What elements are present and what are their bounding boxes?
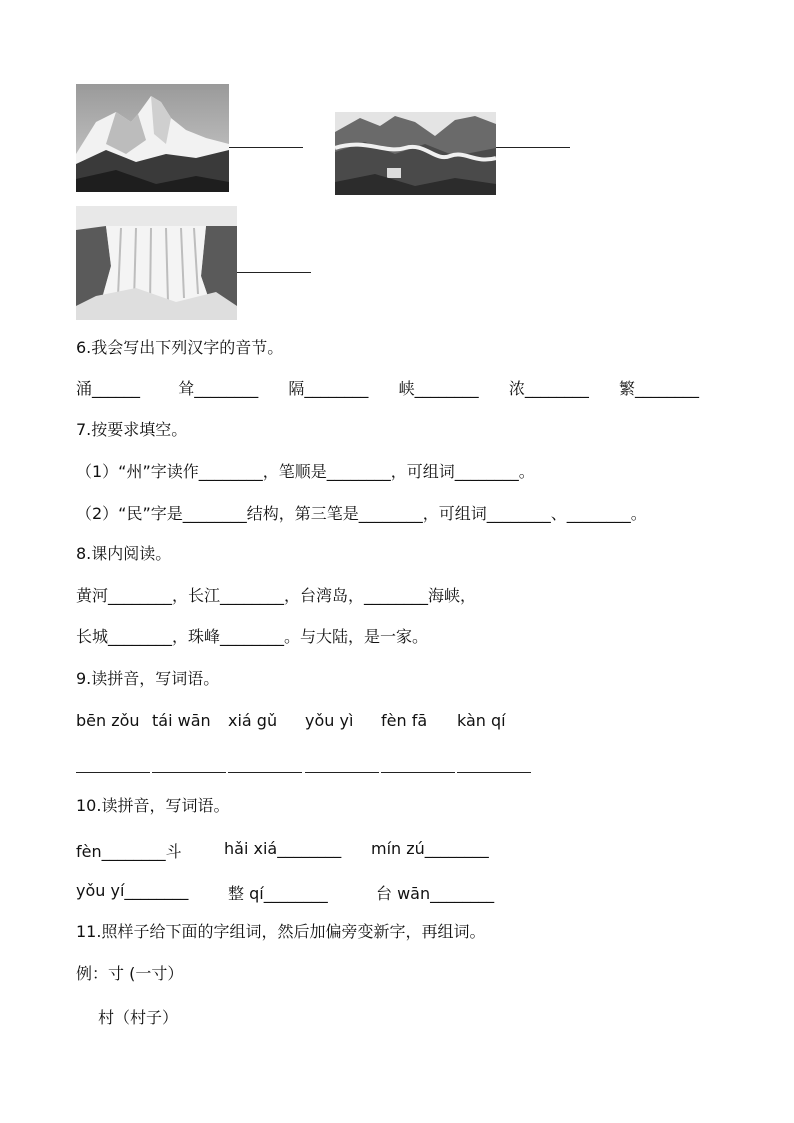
q6-items (76, 378, 699, 400)
mountain-photo (76, 84, 229, 192)
q10-title: 10.读拼音，写词语。 (76, 796, 230, 815)
q6-item[interactable]: 繁________ (619, 379, 700, 398)
q9-answer-blank[interactable] (228, 772, 302, 773)
q9-answer-blank[interactable] (457, 772, 531, 773)
q9-answer-blank[interactable] (381, 772, 455, 773)
q10-item[interactable]: yǒu yí________ (76, 881, 189, 900)
q10-item[interactable]: hǎi xiá________ (224, 839, 342, 858)
q8-line1[interactable]: 黄河________，长江________，台湾岛，________海峡， (76, 586, 477, 605)
q6-item[interactable]: 隔________ (288, 379, 369, 398)
q11-example: 例：寸 (一寸） (76, 964, 184, 983)
q9-answer-blank[interactable] (305, 772, 379, 773)
q7-line1[interactable]: （1）“州”字读作________，笔顺是________，可组词________。 (76, 462, 535, 481)
q9-pinyin-1: bēn zǒu (76, 711, 140, 730)
q6-item[interactable]: 涌______ (76, 379, 141, 398)
q9-pinyin-4: yǒu yì (305, 711, 354, 730)
great-wall-answer-blank[interactable] (496, 147, 570, 148)
q7-line2[interactable]: （2）“民”字是________结构，第三笔是________，可组词________、________。 (76, 504, 647, 523)
q6-item[interactable]: 峡________ (398, 379, 479, 398)
q6-title: 6.我会写出下列汉字的音节。 (76, 338, 284, 357)
q9-answer-blank[interactable] (76, 772, 150, 773)
q9-pinyin-3: xiá gǔ (228, 711, 278, 730)
q10-item[interactable]: 台 wān________ (376, 884, 495, 903)
q7-title: 7.按要求填空。 (76, 420, 188, 439)
q8-title: 8.课内阅读。 (76, 544, 172, 563)
q10-item[interactable]: fèn________斗 (76, 842, 182, 861)
waterfall-photo (76, 206, 237, 320)
mountain-answer-blank[interactable] (229, 147, 303, 148)
q9-answer-blank[interactable] (152, 772, 226, 773)
q11-title: 11.照样子给下面的字组词，然后加偏旁变新字，再组词。 (76, 922, 486, 941)
q6-item[interactable]: 浓________ (508, 379, 589, 398)
q9-pinyin-6: kàn qí (457, 711, 506, 730)
waterfall-answer-blank[interactable] (237, 272, 311, 273)
q10-item[interactable]: mín zú________ (371, 839, 489, 858)
q10-item[interactable]: 整 qí________ (228, 884, 328, 903)
q9-pinyin-2: tái wān (152, 711, 211, 730)
q6-item[interactable]: 耸________ (178, 379, 259, 398)
q8-line2[interactable]: 长城________，珠峰________。与大陆，是一家。 (76, 627, 429, 646)
q9-pinyin-5: fèn fā (381, 711, 428, 730)
great-wall-photo (335, 112, 496, 195)
q11-example-2: 村（村子） (98, 1008, 179, 1027)
q9-title: 9.读拼音，写词语。 (76, 669, 220, 688)
